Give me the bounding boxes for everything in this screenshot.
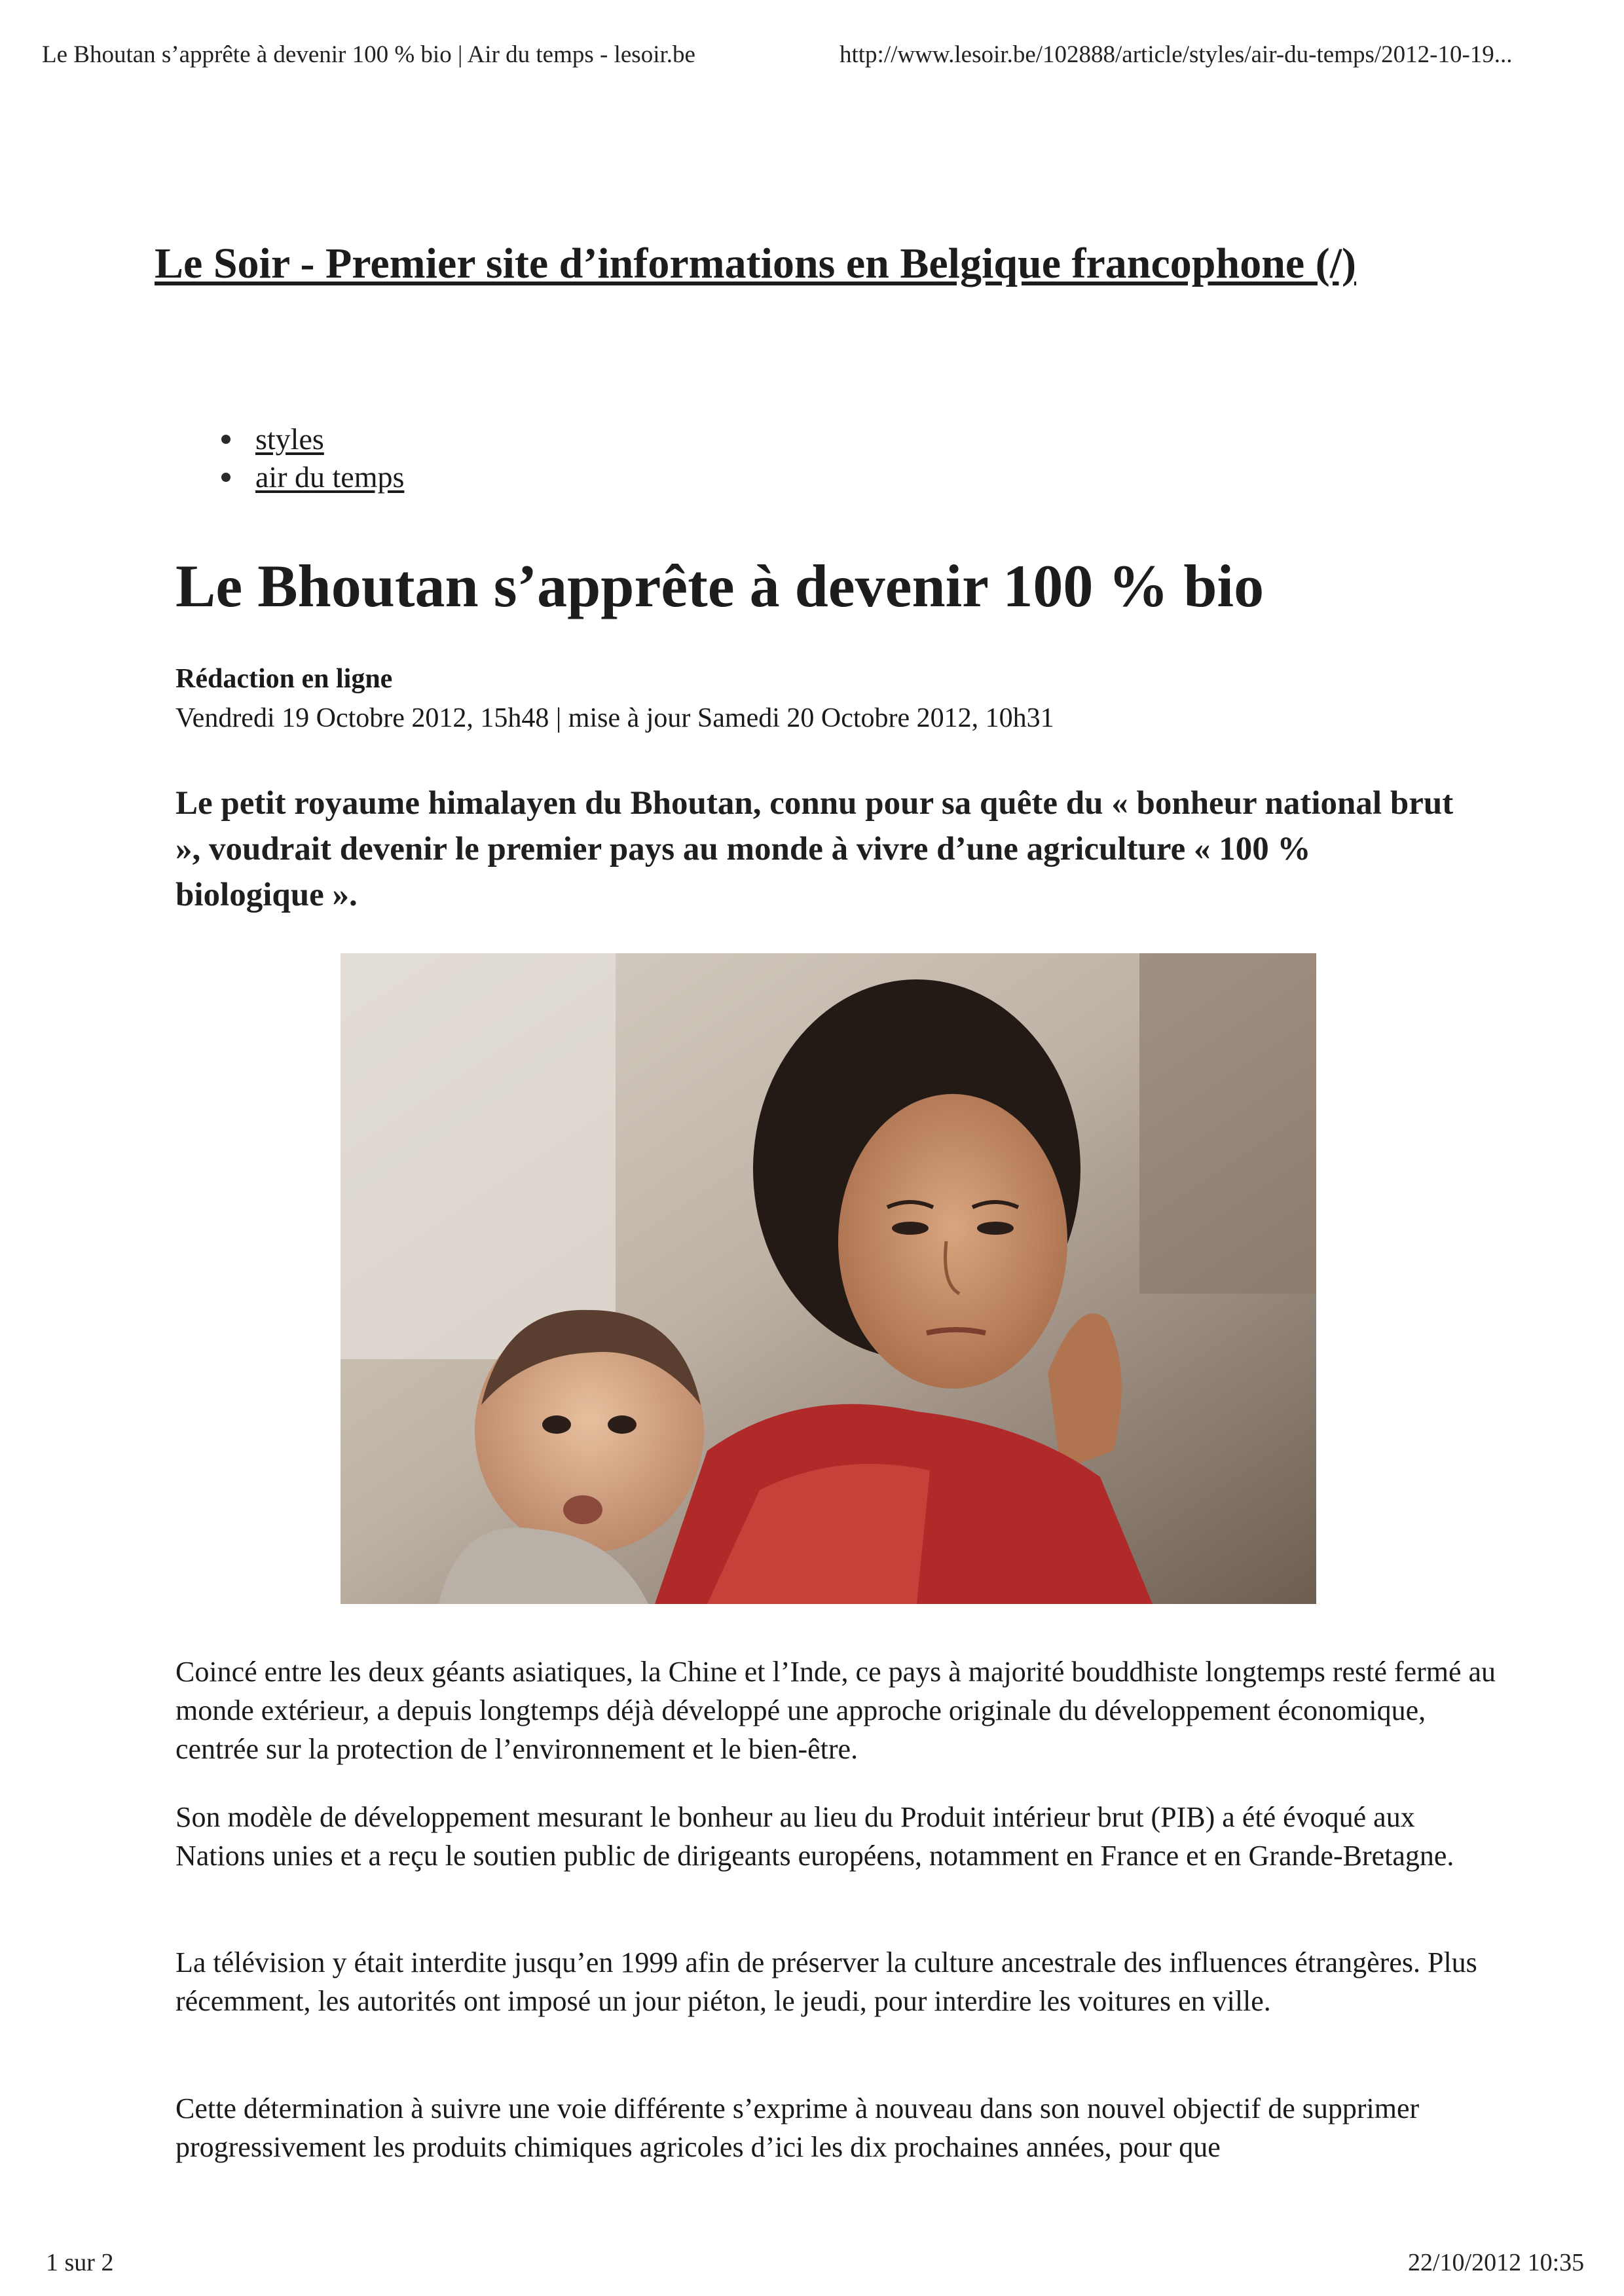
- bullet-icon: [221, 435, 231, 444]
- article-paragraph-1: Coincé entre les deux géants asiatiques, la Chine et l’Inde, ce pays à majorité bouddhiste longtemps resté fermé au monde extérieur, a depuis longtemps déjà développé une approche originale du développement économique, centrée sur la protection de l’environnement et le bien-être.: [175, 1656, 1496, 1765]
- print-footer-timestamp: 22/10/2012 10:35: [1408, 2249, 1585, 2276]
- print-header-title: Le Bhoutan s’apprête à devenir 100 % bio | Air du temps - lesoir.be: [42, 41, 695, 68]
- site-home-link[interactable]: Le Soir - Premier site d’informations en Belgique francophone (/): [155, 240, 1357, 287]
- print-footer-page-count: 1 sur 2: [46, 2249, 114, 2276]
- photo-mother-child-illustration: [341, 953, 1316, 1604]
- breadcrumb: [220, 420, 404, 496]
- breadcrumb-item-air-du-temps: [220, 458, 404, 496]
- article-dateline: Vendredi 19 Octobre 2012, 15h48 | mise à jour Samedi 20 Octobre 2012, 10h31: [175, 703, 1054, 733]
- article-paragraph-3: La télévision y était interdite jusqu’en 1999 afin de préserver la culture ancestrale des influences étrangères. Plus récemment, les autorités ont imposé un jour piéton, le jeudi, pour interdire les voitures en ville.: [175, 1946, 1477, 2017]
- bullet-icon: [221, 473, 231, 482]
- article-lead: Le petit royaume himalayen du Bhoutan, connu pour sa quête du « bonheur national brut », voudrait devenir le premier pays au monde à vivre d’une agriculture « 100 % biologique ».: [175, 785, 1454, 913]
- breadcrumb-link-styles[interactable]: styles: [255, 422, 324, 456]
- article-paragraph-4: Cette détermination à suivre une voie différente s’exprime à nouveau dans son nouvel objectif de supprimer progressivement les produits chimiques agricoles d’ici les dix prochaines années, pour que: [175, 2092, 1420, 2163]
- article-paragraph-2: Son modèle de développement mesurant le bonheur au lieu du Produit intérieur brut (PIB) a été évoqué aux Nations unies et a reçu le soutien public de dirigeants européens, notamment en France et en Grande-Bretagne.: [175, 1801, 1454, 1872]
- breadcrumb-link-air-du-temps[interactable]: air du temps: [255, 460, 405, 494]
- article-headline: Le Bhoutan s’apprête à devenir 100 % bio: [175, 553, 1264, 619]
- article-photo: [341, 953, 1316, 1604]
- breadcrumb-item-styles: [220, 420, 404, 458]
- article-author: Rédaction en ligne: [175, 664, 393, 694]
- print-header-url: http://www.lesoir.be/102888/article/styles/air-du-temps/2012-10-19...: [840, 41, 1513, 68]
